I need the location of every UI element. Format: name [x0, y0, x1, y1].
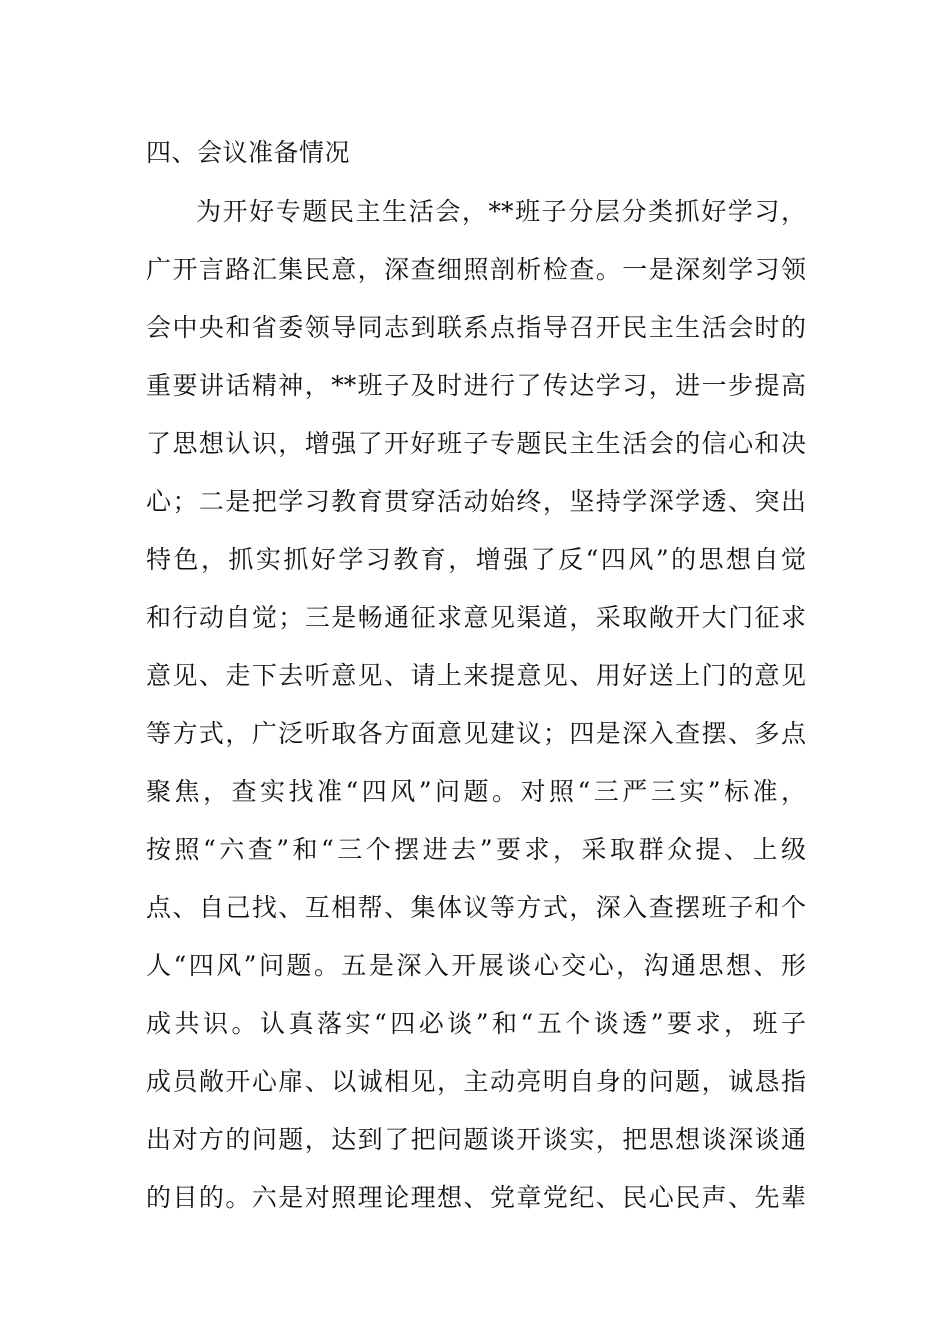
paragraph-line: 点、自己找、互相帮、集体议等方式，深入查摆班子和个 [146, 893, 806, 922]
paragraph-line: 特色，抓实抓好学习教育，增强了反“四风”的思想自觉 [146, 545, 806, 574]
paragraph-line: 为开好专题民主生活会，**班子分层分类抓好学习， [196, 197, 806, 226]
paragraph-line: 心；二是把学习教育贯穿活动始终，坚持学深学透、突出 [146, 487, 806, 516]
section-heading: 四、会议准备情况 [146, 138, 351, 167]
paragraph-line: 出对方的问题，达到了把问题谈开谈实，把思想谈深谈通 [146, 1125, 806, 1154]
paragraph-line: 的目的。六是对照理论理想、党章党纪、民心民声、先辈 [146, 1183, 806, 1212]
paragraph-line: 意见、走下去听意见、请上来提意见、用好送上门的意见 [146, 661, 806, 690]
paragraph-line: 和行动自觉；三是畅通征求意见渠道，采取敞开大门征求 [146, 603, 806, 632]
paragraph-line: 重要讲话精神，**班子及时进行了传达学习，进一步提高 [146, 371, 806, 400]
paragraph-line: 聚焦，查实找准“四风”问题。对照“三严三实”标准， [146, 777, 806, 806]
paragraph-line: 按照“六查”和“三个摆进去”要求，采取群众提、上级 [146, 835, 806, 864]
paragraph-line: 广开言路汇集民意，深查细照剖析检查。一是深刻学习领 [146, 255, 806, 284]
paragraph-line: 了思想认识，增强了开好班子专题民主生活会的信心和决 [146, 429, 806, 458]
paragraph-line: 人“四风”问题。五是深入开展谈心交心，沟通思想、形 [146, 951, 806, 980]
paragraph-line: 成共识。认真落实“四必谈”和“五个谈透”要求，班子 [146, 1009, 806, 1038]
paragraph-line: 等方式，广泛听取各方面意见建议；四是深入查摆、多点 [146, 719, 806, 748]
paragraph-line: 会中央和省委领导同志到联系点指导召开民主生活会时的 [146, 313, 806, 342]
paragraph-line: 成员敞开心扉、以诚相见，主动亮明自身的问题，诚恳指 [146, 1067, 806, 1096]
